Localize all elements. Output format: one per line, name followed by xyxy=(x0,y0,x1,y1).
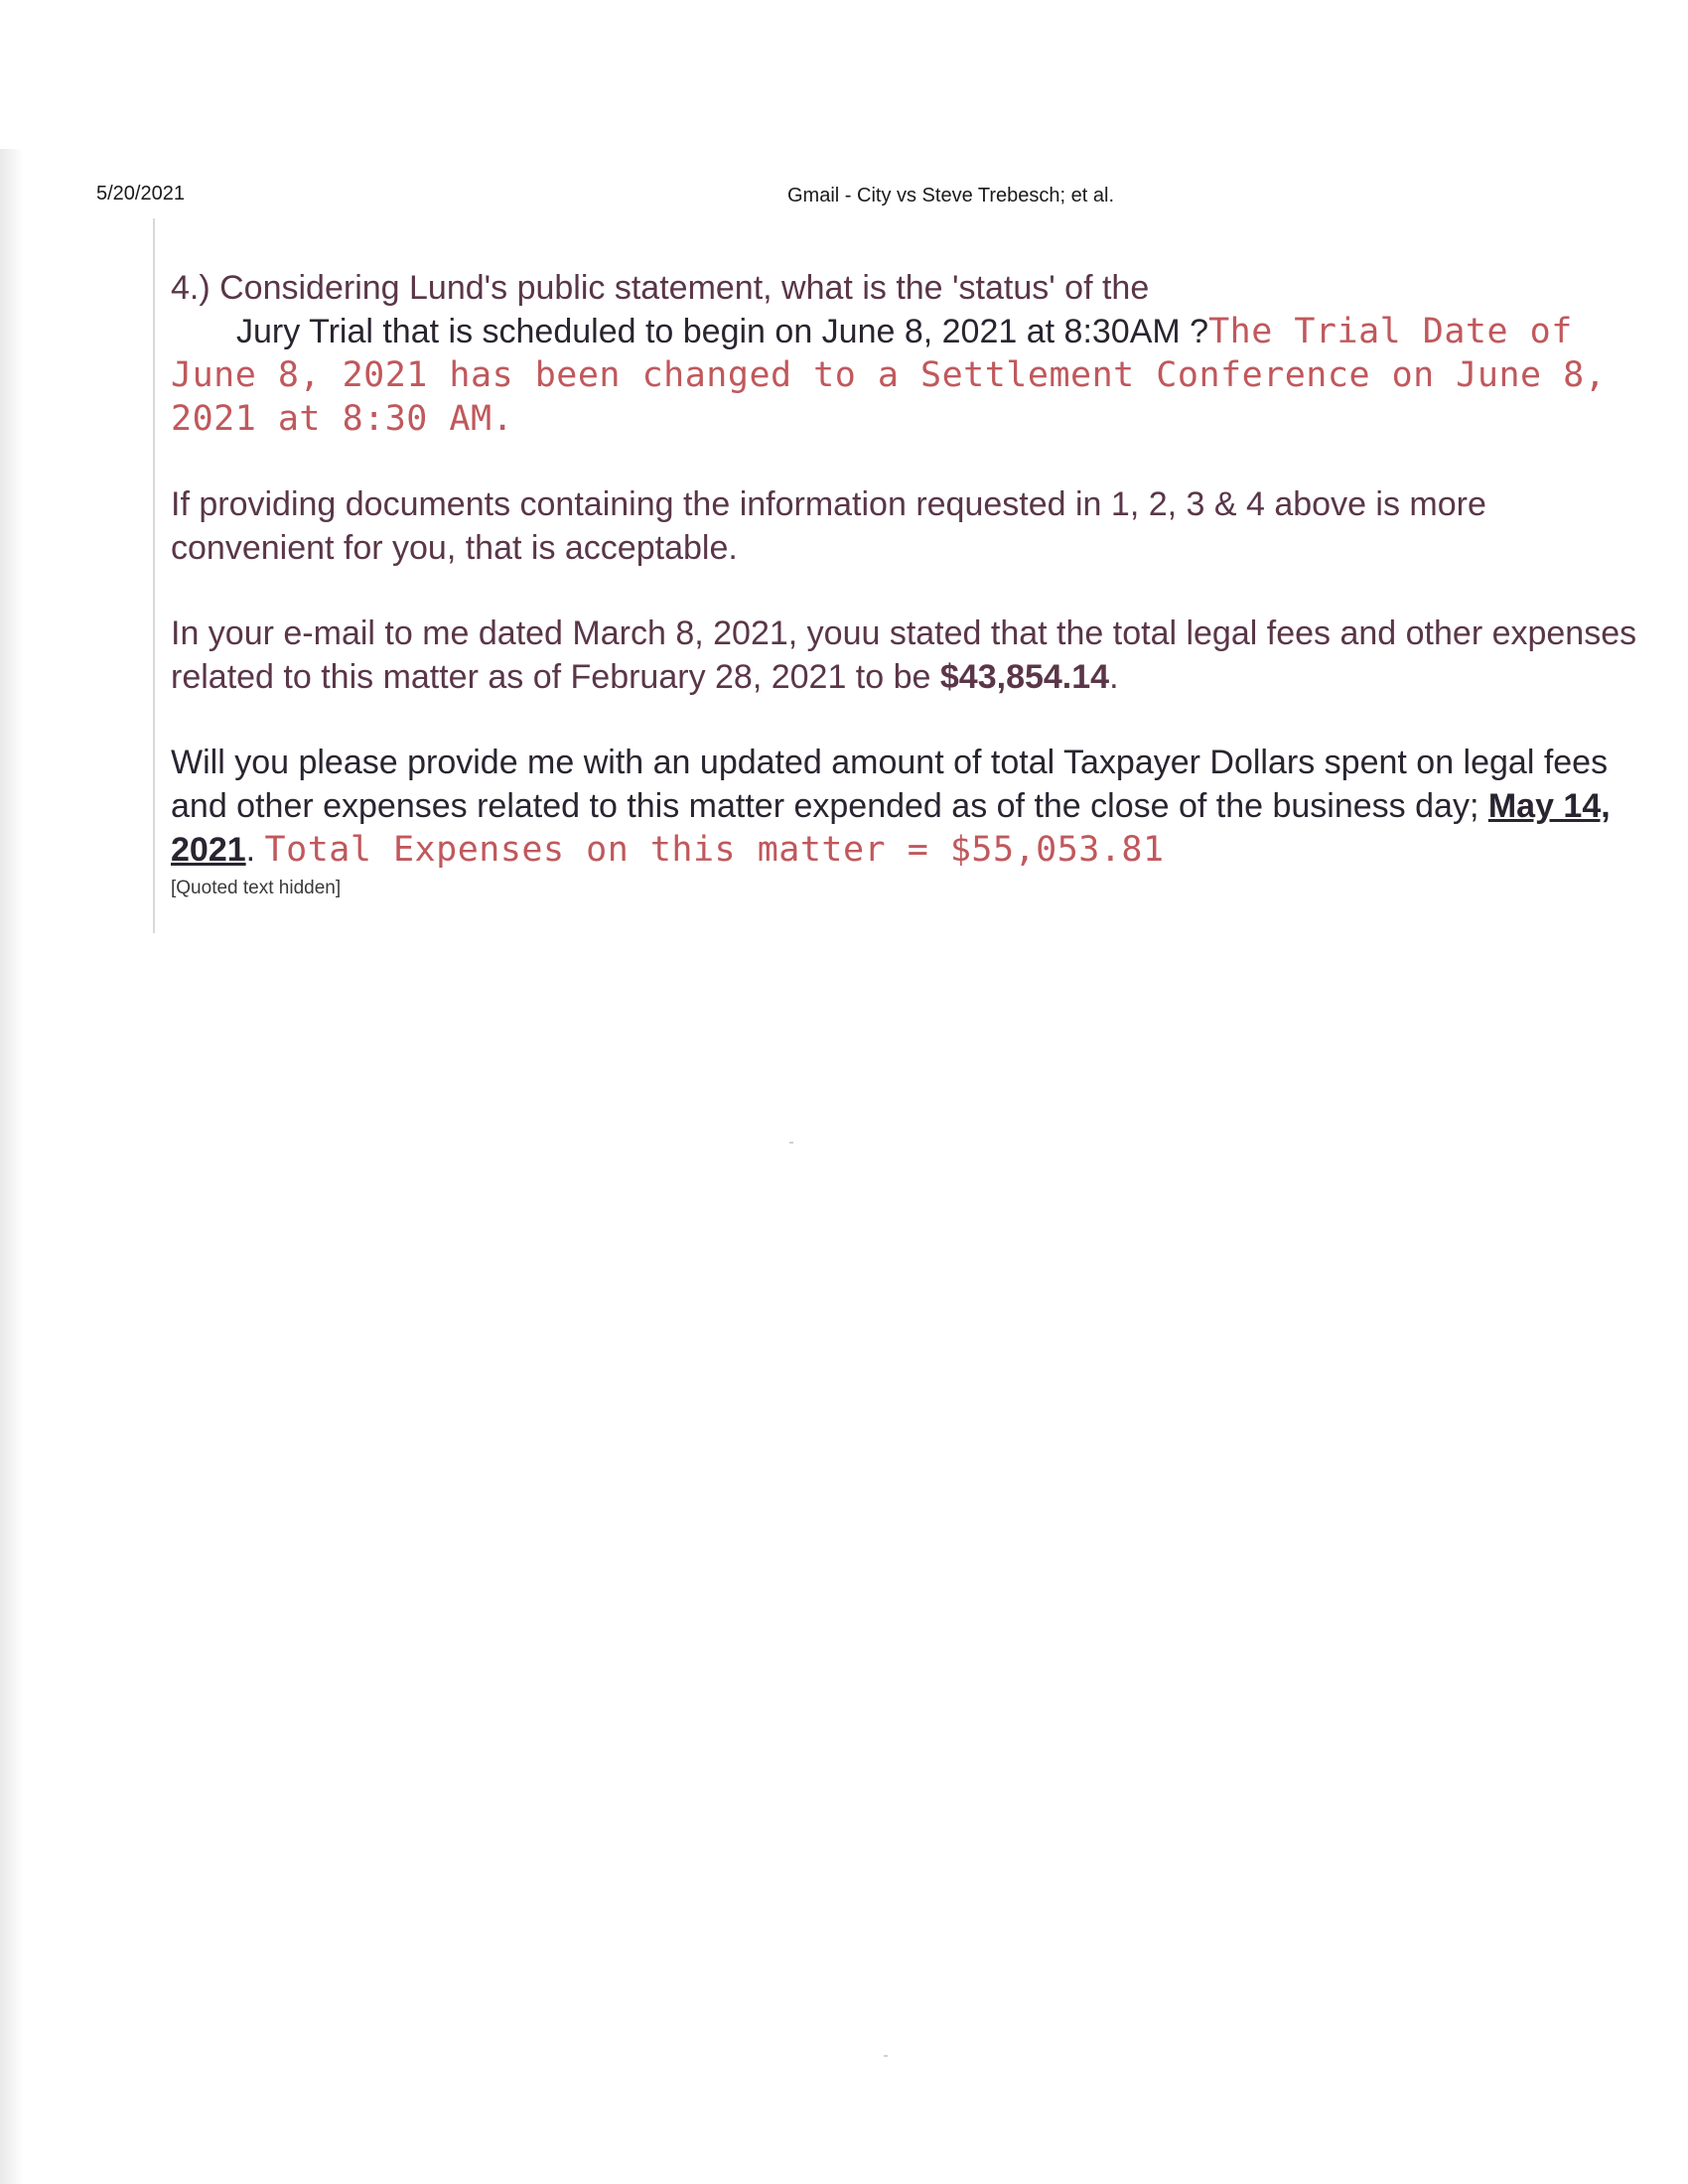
request-paragraph-end: . xyxy=(245,831,265,869)
quoted-text-hidden-link[interactable]: [Quoted text hidden] xyxy=(171,878,342,898)
scan-edge-shadow xyxy=(0,149,24,2184)
question-4-reply: The Trial Date of June 8, 2021 has been changed to a Settlement Conference on June 8, 2021 at 8:30 AM. xyxy=(171,312,1607,439)
print-date: 5/20/2021 xyxy=(96,183,185,205)
email-body xyxy=(171,266,1640,899)
documents-paragraph: If providing documents containing the information requested in 1, 2, 3 & 4 above is more convenient for you, that is acceptable. xyxy=(171,485,1486,567)
print-title: Gmail - City vs Steve Trebesch; et al. xyxy=(787,185,1114,206)
request-paragraph xyxy=(171,741,1640,872)
request-date: May 14, 2021 xyxy=(171,787,1611,869)
quote-bar xyxy=(153,218,155,933)
scan-speck xyxy=(884,2055,888,2057)
question-4-line1: 4.) Considering Lund's public statement, what is the 'status' of the xyxy=(171,269,1150,307)
email-paragraph-end: . xyxy=(1109,658,1119,696)
request-paragraph-text: Will you please provide me with an updated amount of total Taxpayer Dollars spent on legal fees and other expenses related to this matter expended as of the close of the business day; xyxy=(171,744,1609,825)
email-paragraph xyxy=(171,612,1640,699)
question-4-line2: Jury Trial that is scheduled to begin on June 8, 2021 at 8:30AM ? xyxy=(236,313,1209,350)
question-4 xyxy=(171,266,1640,441)
email-paragraph-text: In your e-mail to me dated March 8, 2021, youu stated that the total legal fees and other expenses related to this matter as of February 28, 2021 to be xyxy=(171,614,1637,696)
previous-total-amount: $43,854.14 xyxy=(939,658,1110,696)
total-expenses-reply: Total Expenses on this matter = $55,053.81 xyxy=(264,830,1165,870)
scan-speck xyxy=(789,1142,793,1144)
